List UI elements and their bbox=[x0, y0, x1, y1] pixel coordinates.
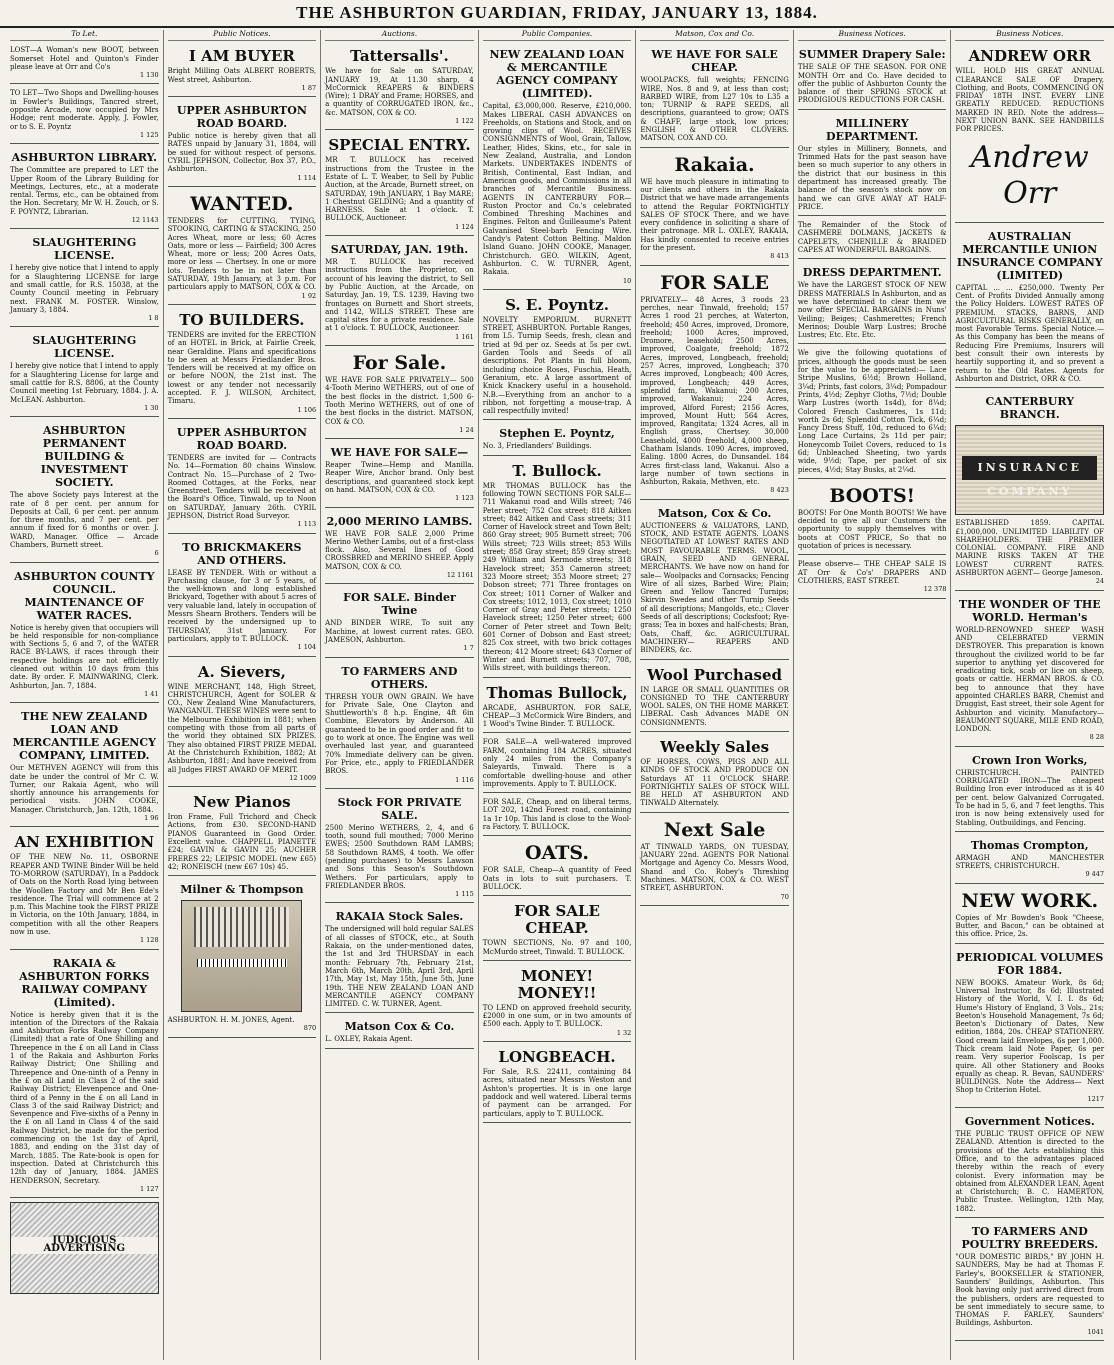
ad-reference-number: 1 125 bbox=[139, 130, 159, 139]
advertisement bbox=[955, 1111, 1104, 1218]
ad-title: SPECIAL ENTRY. bbox=[328, 136, 471, 155]
advertisement bbox=[483, 459, 632, 678]
ad-body: CHRISTCHURCH. PAINTED CORRUGATED IRON—The cheapest Building Iron ever introduced as it is 40 per cent. below Galvanized Corrugated. To be had in 5, 6, and 7 feet lengths. This iron is now being extensively used for Stabling, Outbuildings, and Fencing. bbox=[955, 768, 1105, 827]
ad-title: TO BRICKMAKERS AND OTHERS. bbox=[182, 540, 302, 567]
advertisement bbox=[483, 423, 632, 455]
ad-reference-number: 70 bbox=[780, 892, 789, 901]
column-4 bbox=[479, 30, 637, 1360]
advertisement bbox=[955, 44, 1104, 222]
advertisement bbox=[325, 906, 474, 1013]
ad-body: MR T. BULLOCK has received instructions from the Proprietor, on account of his leaving the district, to Sell by Public Auction, at the Arcade, on Saturday, Jan. 19, T.S. 1239, Having two frontages on Burnett and Short streets, and 1142, WILLS STREET. These are capital sites for a private residence. Sale at 1 o'clock. T. BULLOCK, Auctioneer. bbox=[325, 258, 474, 333]
ad-reference-number: 1041 bbox=[1087, 1327, 1105, 1336]
advertisement bbox=[325, 442, 474, 507]
ad-body: FOR SALE—A well-watered improved FARM, containing 184 ACRES, situated only 24 miles from the Company's Saleyards, Tinwald. There is a comfortable dwelling-house and other improvements. Apply to T. BULLOCK. bbox=[482, 738, 632, 788]
advertisement bbox=[325, 133, 474, 236]
ad-title: New Pianos bbox=[193, 793, 291, 812]
ad-title: FOR SALE CHEAP. bbox=[514, 902, 600, 938]
ad-body: ARCADE, ASHBURTON. FOR SALE, CHEAP—3 McCormick Wire Binders, and 1 Wood's Twine Binder. T. BULLOCK. bbox=[482, 703, 632, 729]
ad-body: 2500 Merino WETHERS, 2, 4, and 6 tooth, sound full mouthed; 7000 Merino EWES; 2500 Southdown RAM LAMBS; 58 Southdown RAMS, 4 tooth. We offer (pending purchases) to Messrs Lawson and Sons this Season's Southdown Wethers. For particulars, apply to FRIEDLANDER BROS. bbox=[325, 823, 474, 890]
advertisement bbox=[325, 1016, 474, 1048]
ad-title: THE NEW ZEALAND LOAN AND MERCANTILE AGENCY COMPANY, LIMITED. bbox=[12, 710, 156, 763]
ad-reference-number: 12 1161 bbox=[446, 571, 474, 580]
ad-title: Rakaia. bbox=[674, 153, 755, 176]
ad-title: SATURDAY, JAN. 19th. bbox=[330, 243, 469, 257]
ad-body: LOST—A Woman's new BOOT, between Somerset Hotel and Quinton's Finder please leave at Orr and Co's bbox=[10, 46, 159, 71]
ad-body: L. OXLEY, Rakaia Agent. bbox=[325, 1035, 413, 1044]
ad-title: MONEY! MONEY!! bbox=[517, 966, 597, 1002]
ad-body: OF HORSES, COWS, PIGS AND ALL KINDS OF STOCK AND PRODUCE ON Saturdays AT 11 O'CLOCK SHARP. FORTNIGHTLY SALES OF STOCK WILL BE HELD AT ASHBURTON AND TINWALD Alternately. bbox=[640, 758, 789, 808]
advertisement bbox=[955, 887, 1104, 944]
ad-body: Copies of Mr Bowden's Book "Cheese, Butter, and Bacon," can be obtained at this office. Price, 2s. bbox=[955, 913, 1105, 939]
advertisement bbox=[483, 1045, 632, 1123]
ad-title: SLAUGHTERING LICENSE. bbox=[32, 236, 137, 263]
advertisement bbox=[483, 964, 632, 1042]
ad-title: ASHBURTON COUNTY COUNCIL. MAINTENANCE OF WATER RACES. bbox=[14, 569, 155, 622]
ad-body: Our styles in Millinery, Bonnets, and Trimmed Hats for the past season have been so much superior to any others in the district that our business in this department has increased greatly. The balance of the season's stock now on hand we can GIVE AWAY AT HALF-PRICE. bbox=[797, 144, 947, 211]
ad-body: Notice is hereby given that occupiers will be held responsible for non-compliance with Sections 5, 6 and 7, of the WATER RACE BY-LAWS, if races through their respective holdings are not efficiently cleaned out within 10 days from this date. By order. F. MAINWARING, Clerk. Ashburton, Jan. 7, 1884. bbox=[10, 623, 159, 690]
signature-illustration: Andrew Orr bbox=[970, 139, 1089, 211]
ad-body: PRIVATELY— 48 Acres, 3 roods 23 perches, near Tinwald, freehold; 157 Acres 1 rood 21 perches, at Waterton, freehold; 450 Acres, improved, Dromore, freehold; 1000 Acres, improved, Dromore, leasehold; 2500 Acres, improved, Coalgate, freehold; 1872 Acres, improved, Longbeach, freehold; 257 Acres, improved, Longbeach; 370 Acres improved, Longbeach; 400 Acres, improved, Longbeach; 449 Acres, splendid farm, Wakanui; 200 Acres, improved, Wakanui; 224 Acres, improved, Alford Forest; 2156 Acres, improved, Mount Hutt; 564 Acres, improved, Rangitata; 1324 Acres, all in English grass, Chertsey. 30,000 Leasehold, 4000 freehold, 4,000 sheep, Chatham Islands. 1090 Acres, improved, Ealing. 1800 Acres, do Dunsandel. 184 Acres first-class land, Wakanui. Also a large number of town sections in Ashburton, Rakaia, Methven, etc. bbox=[640, 295, 789, 487]
ad-title: TO BUILDERS. bbox=[179, 310, 305, 329]
ad-body: FOR SALE, Cheap, and on liberal terms, LOT 202, 142nd Forest road, containing 1a 1r 10p. This land is close to the Wool-ra Factory. T. BULLOCK. bbox=[482, 798, 632, 832]
advertisement bbox=[483, 293, 632, 421]
ad-title: RAKAIA & ASHBURTON FORKS RAILWAY COMPANY (Limited). bbox=[19, 956, 150, 1009]
advertisement bbox=[168, 537, 317, 657]
ad-title: ASHBURTON PERMANENT BUILDING & INVESTMENT SOCIETY. bbox=[40, 424, 128, 490]
advertisement bbox=[640, 735, 789, 813]
ad-body: AT TINWALD YARDS, ON TUESDAY, JANUARY 22nd. AGENTS FOR National Mortgage and Agency Co. Messrs Wood, Shand and Co. Robey's Threshing Machines. MATSON, COX & CO. WEST STREET, ASHBURTON. bbox=[640, 842, 789, 893]
advertisement bbox=[640, 816, 789, 906]
ad-body: The above Society pays Interest at the rate of 8 per cent. per annum for Deposits at Call, 6 per cent. per annum for three months, and 7 per cent. per annum if fixed for 6 months or over. J. WARD, Manager. Office — Arcade Chambers, Burnett street. bbox=[10, 491, 159, 549]
ad-title: Stephen E. Poyntz, bbox=[499, 427, 615, 441]
ad-body: TO LEND on approved freehold security, £2000 in one sum, or in two amounts of £500 each. Apply to T. BULLOCK. bbox=[482, 1003, 632, 1029]
advertisement bbox=[10, 953, 159, 1199]
ad-title: WE HAVE FOR SALE— bbox=[330, 446, 469, 460]
advertisement bbox=[798, 482, 947, 555]
ad-body: TENDERS are invited for — Contracts No. 14—Formation 80 chains Winslow. Contract No. 15—Purchase of 2 Two-Roomed Cottages, at the Forks, near Greenstreet. Tenders will be received at the Board's Office, Tinwald, up to Noon on SATURDAY, January 26th. CYRIL JEPHSON, District Road Surveyor. bbox=[167, 453, 317, 520]
ad-reference-number: 1 113 bbox=[297, 520, 317, 529]
organ-keys bbox=[197, 959, 287, 967]
ad-reference-number: 870 bbox=[303, 1024, 317, 1033]
ad-body: WE HAVE FOR SALE 2,000 Prime Merino Wether Lambs, out of a first-class flock. Also, Several lines of Good CROSSBRED and MERINO SHEEP. Apply MATSON, COX & CO. bbox=[325, 529, 474, 571]
column-heading: Matson, Cox and Co. bbox=[640, 30, 789, 41]
ad-title: ANDREW ORR bbox=[968, 47, 1091, 66]
ad-body: AND BINDER WIRE, To suit any Machine, at lowest current rates. GEO. JAMESON, Ashburton. bbox=[325, 619, 474, 644]
column-heading: Business Notices. bbox=[798, 30, 947, 41]
ad-title: WANTED. bbox=[190, 192, 294, 215]
ad-body: We have for Sale on SATURDAY, JANUARY 19, At 11.30 sharp, 4 McCormick REAPERS & BINDERS (Wire); 1 DRAY and Frame; HORSES, and a quantity of CORRUGATED IRON, &c., &c. MATSON, COX & CO. bbox=[325, 67, 474, 117]
ad-body: BOOTS! For One Month BOOTS! We have decided to give all our Customers the opportunity to supply themselves with boots at COST PRICE, So that no quotation of prices is necessary. bbox=[797, 508, 947, 551]
ad-title: AUSTRALIAN MERCANTILE UNION INSURANCE COMPANY (LIMITED) bbox=[956, 229, 1103, 282]
ad-reference-number: 12 1009 bbox=[289, 773, 317, 782]
insurance-engraving bbox=[955, 425, 1104, 515]
ad-title: Next Sale bbox=[663, 818, 766, 841]
ad-body: NEW BOOKS. Amateur Work, 8s 6d; Universal Instructor, 8s 6d; Illustrated History of the World, V. I. I. 8s 6d; Hume's History of England, 3 Vols., 21s; Beeton's Household Management, 7s 6d; Beeton's Dictionary of Dates, New edition, 1884, 20s. CHEAP STATIONERY. Good cream laid Envelopes, 6s per 1,000. Thick cream laid Note Paper, 6s per ream. Very superior Foolscap, 1s per quire. All other Stationery and Books equally as cheap. R. Bevan, SAUNDERS' BUILDINGS. Note the Address— Next Shop to Criterion Hotel. bbox=[955, 978, 1105, 1095]
ad-body: TENDERS are invited for the ERECTION of an HOTEL in Brick, at Fairlie Creek, near Geraldine. Plans and specifications to be seen at Messrs Friedlander Bros. Tenders will be received at my office on or before NOON, the 21st inst. The lowest or any tender not necessarily accepted. F. J. WILSON, Architect, Timaru. bbox=[167, 330, 317, 406]
ad-body: TENDERS for CUTTING, TYING, STOOKING, CARTING & STACKING, 250 Acres Wheat, more or less; 60 Acres Oats, more or less — Fairfield; 300 Acres Wheat, more or less; 200 Acres Oats, more or less — Chertsey. In one or more lots. Tenders to be in not later than SATURDAY, 19th January, at 3 p.m. For particulars apply to MATSON, COX & CO. bbox=[167, 216, 317, 292]
ad-title: PERIODICAL VOLUMES FOR 1884. bbox=[956, 950, 1104, 977]
ad-body: We give the following quotations of prices, although the goods must be seen for the value to be appreciated:— Lace Stripe Muslins, 6½d; Brown Holland, 3¼d; Prints, fast colors, 3¼d; Pompadour Prints, 4½d; Zephyr Cloths, 7½d; Double Warp Lustres (worth 1s4d), for 8¼d; Colored French Cashmeres, 1s 11d; worth 2s 6d; Splendid Cotton Tick, 6¼d; Fancy Dress Stuff, 10d, reduced to 6¼d; Long Lace Curtains, 2s 11d per pair; Honeycomb Toilet Covers, reduced to 1s 6d; Unbleached Sheeting, two yards wide, 9½d; Tape, per packet of six pieces, 4½d; Stay Busks, at 2¼d. bbox=[797, 349, 947, 474]
advertisement bbox=[325, 792, 474, 904]
ad-reference-number: 1 122 bbox=[455, 117, 474, 126]
ad-body: Iron Frame, Full Trichord and Check Actions, from £30. SECOND-HAND PIANOS Guaranteed in Good Order. Excellent value. CHAPPELL PIANETTE £24; GAVIN & GAVIN 25; AUCHER FRERES 22; LEIPSIC MODEL (new £65) 42; RONEISCH (new £67 10s) 45. bbox=[167, 813, 317, 871]
ad-body: We have the LARGEST STOCK OF NEW DRESS MATERIALS In Ashburton, and as we have determined to clear them we now offer SPECIAL BARGAINS in Nuns' Veiling; Beiges; Cashmerettes; French Merinos; Double Warp Lustres; Broché Lustres; Etc. Etc. Etc. bbox=[797, 281, 947, 340]
column-heading: Public Notices. bbox=[168, 30, 317, 41]
ad-body: WOOLPACKS, full weights; FENCING WIRE, Nos. 8 and 9, at less than cost; BARBED WIRE, from L27 10s to L35 a ton; TURNIP & RAPE SEEDS, all descriptions, guaranteed to grow; OATS & CHAFF, large stock, low prices; ENGLISH & OTHER CLOVERS. MATSON, COX AND CO. bbox=[640, 76, 789, 143]
advertisement bbox=[10, 706, 159, 827]
ad-reference-number: 1 130 bbox=[139, 71, 159, 80]
advertisement bbox=[168, 100, 317, 187]
advertisement bbox=[955, 750, 1104, 832]
ad-reference-number: 6 bbox=[154, 549, 159, 558]
advertisement bbox=[798, 262, 947, 344]
advertisement bbox=[955, 1221, 1104, 1341]
ad-title: TO FARMERS AND POULTRY BREEDERS. bbox=[961, 1225, 1099, 1252]
organ-pipes bbox=[194, 907, 289, 947]
ad-body: AUCTIONEERS & VALUATORS, LAND, STOCK, AND ESTATE AGENTS. LOANS NEGOTIATED AT LOWEST RATES AND MOST FAVOURABLE TERMS. WOOL, GRAIN, SEED AND GENERAL MERCHANTS. We have now on hand for sale— Woolpacks and Cornsacks; Fencing Wire of all sizes, Barbed Wire; Plain; Green and Yellow Tancred Turnips; Skirvin Swedes and other Turnip Seeds of all descriptions; Mangolds, etc.; Clover Seeds of all descriptions; Cocksfoot; Rye-grass; Tea in boxes and half-chests; Bran, Oats, Chaff, &c. AGRICULTURAL MACHINERY— REAPERS AND BINDERS, &c. bbox=[640, 521, 789, 655]
advertisement bbox=[10, 87, 159, 144]
column-3 bbox=[321, 30, 479, 1360]
ad-title: OATS. bbox=[524, 842, 590, 865]
ad-body: MR T. BULLOCK has received instructions from the Trustee in the Estate of L. T. Weaber, to Sell by Public Auction, at the Arcade, Burnett street, on SATURDAY, 19th JANUARY, 1 Bay MARE; 1 Chestnut GELDING; And a quantity of HARNESS. Sale at 1 o'clock. T. BULLOCK, Auctioneer. bbox=[325, 156, 474, 223]
ad-body: IN LARGE OR SMALL QUANTITIES OR CONSIGNED TO THE CANTERBURY WOOL SALES, ON THE HOME MARKET. LIBERAL Cash Advances MADE ON CONSIGNMENTS. bbox=[640, 685, 789, 727]
advertisement bbox=[325, 661, 474, 789]
advertisement bbox=[168, 190, 317, 305]
ad-reference-number: 1 128 bbox=[139, 936, 159, 945]
advertisement bbox=[168, 660, 317, 788]
ad-title: Crown Iron Works, bbox=[971, 753, 1088, 767]
advertisement bbox=[640, 44, 789, 147]
ad-body: The Committee are prepared to LET the Upper Room of the Library Building for Meetings, Lectures, etc., at a moderate rental. Terms, etc., can be obtained from the Hon. Secretary, Mr W. H. Zouch, or S. F. POYNTZ, Librarian. bbox=[10, 166, 159, 216]
ad-reference-number: 1 32 bbox=[616, 1028, 632, 1037]
ad-reference-number: 8 413 bbox=[770, 252, 789, 261]
advertisement bbox=[955, 594, 1104, 747]
advertisement bbox=[168, 308, 317, 419]
ad-title: TO FARMERS AND OTHERS. bbox=[341, 664, 458, 691]
ad-reference-number: 1 114 bbox=[297, 173, 317, 182]
ad-title: Thomas Crompton, bbox=[970, 838, 1089, 852]
column-heading: Public Companies. bbox=[483, 30, 632, 41]
ad-body: WILL HOLD HIS GREAT ANNUAL CLEARANCE SALE OF Drapery, Clothing, and Boots, COMMENCING ON FRIDAY 18TH INST. EVERY LINE GREATLY REDUCED. REDUCTIONS MARKED IN RED. Note the address— NEXT UNION BANK. SEE HANDBILLS FOR PRICES. bbox=[955, 67, 1105, 134]
ad-title: UPPER ASHBURTON ROAD BOARD. bbox=[176, 425, 307, 452]
column-2 bbox=[164, 30, 322, 1360]
ad-body: CAPITAL ... ... £250,000. Twenty Per Cent. of Profits Divided Annually among the Policy Holders. LOWEST RATES OF PREMIUM. STACKS, BARNS, AND AGRICULTURAL RISKS GENERALLY, on most Favorable Terms. Special Notice.—As this Company has been the means of Reducing Fire Premiums, Insurers will best consult their own interests by heartily supporting it, and so prevent a return to the Old Rates. Agents for Ashburton and District, ORR & CO. bbox=[955, 283, 1105, 383]
ad-reference-number: 1 8 bbox=[148, 314, 159, 323]
ad-reference-number: 10 bbox=[623, 276, 632, 285]
ad-body: OF THE NEW No. 11, OSBORNE REAPER AND TWINE Binder Will be held TO-MORROW (SATURDAY), In a Paddock of Oats on the North Road lying between the Woollen Factory and Mr Ben Ede's residence. The Trial will commence at 2 p.m. This Machine took the FIRST PRIZE in Victoria, on the 10th January, 1884, in competition with all the other Reapers now in use. bbox=[10, 853, 159, 936]
ad-title: THE WONDER OF THE WORLD. Herman's bbox=[958, 597, 1101, 624]
ad-body: FOR SALE, Cheap—A quantity of Feed Oats in lots to suit purchasers. T. BULLOCK. bbox=[482, 866, 632, 891]
ad-title: MILLINERY DEPARTMENT. bbox=[826, 116, 919, 143]
ad-title: A. Sievers, bbox=[197, 662, 286, 681]
advertisement bbox=[640, 151, 789, 266]
ad-title: 2,000 MERINO LAMBS. bbox=[326, 514, 473, 528]
ad-body: Public notice is hereby given that all RATES unpaid by January 31, 1884, will be sued for without respect of persons. CYRIL JEPHSON, Collector, Box 37, P.O., Ashburton. bbox=[167, 132, 317, 174]
ad-title: Stock FOR PRIVATE SALE. bbox=[337, 795, 462, 822]
ad-title: CANTERBURY BRANCH. bbox=[985, 395, 1075, 422]
ad-reference-number: 1 161 bbox=[455, 332, 474, 341]
advertisement bbox=[10, 330, 159, 417]
ad-title: RAKAIA Stock Sales. bbox=[335, 910, 464, 924]
ad-body: The undersigned will hold regular SALES of all classes of STOCK, etc., at South Rakaia, on the under-mentioned dates, the 1st and 3rd THURSDAY in each month: February 7th, February 21st, March 6th, March 20th, April 3rd, April 17th, May 1st, May 15th, June 5th, June 19th. THE NEW ZEALAND LOAN AND MERCANTILE AGENCY COMPANY LIMITED. C. W. TURNER, Agent. bbox=[325, 925, 474, 1009]
ad-title: FOR SALE. Binder Twine bbox=[343, 591, 456, 618]
advertisement bbox=[640, 503, 789, 660]
advertisement bbox=[483, 736, 632, 793]
advertisement bbox=[10, 566, 159, 704]
ad-body: THE PUBLIC TRUST OFFICE OF NEW ZEALAND. Attention is directed to the provisions of the Acts establishing this Office, and to the advantages placed thereby within the reach of every colonist. Every information may be obtained from ALEXANDER LEAN, Agent at Christchurch; B. C. HAMERTON, Public Trustee. Wellington, 12th May, 1882. bbox=[955, 1130, 1105, 1213]
advertising-illustration-label: JUDICIOUS ADVERTISING bbox=[11, 1237, 158, 1254]
ad-title: Matson, Cox & Co. bbox=[657, 506, 772, 520]
ad-reference-number: 1 96 bbox=[144, 814, 159, 823]
ad-body: Reaper Twine—Hemp and Manilla. Reaper Wire, Anchor brand. Only best descriptions, and guaranteed stock kept on hand. MATSON, COX & CO. bbox=[325, 461, 474, 494]
ad-reference-number: 1 87 bbox=[301, 83, 317, 92]
ad-reference-number: 1217 bbox=[1087, 1094, 1105, 1103]
advertisement bbox=[798, 44, 947, 109]
advertisement bbox=[10, 232, 159, 327]
ad-body: LEASE BY TENDER. With or without a Purchasing clause, for 3 or 5 years, of the well-known and long established Brickyard, Together with about 5 acres of very valuable land, lately in occupation of Messrs Shearn Brothers. Tenders will be received by the undersigned up to THURSDAY, 31st January. For particulars, apply to T. BULLOCK. bbox=[167, 568, 317, 643]
organ-illustration bbox=[181, 900, 302, 1012]
ad-body: I hereby give notice that I intend to apply for a Slaughtering License for large and small cattle for R.S. 8806, at the County Council meeting 1st February, 1884. J. A. McLEAN. Ashburton. bbox=[10, 362, 159, 404]
advertisement bbox=[10, 44, 159, 84]
advertisement bbox=[168, 879, 317, 1038]
ad-title: BOOTS! bbox=[829, 484, 916, 507]
advertisement bbox=[325, 239, 474, 346]
ad-title: NEW ZEALAND LOAN & MERCANTILE AGENCY COMPANY (LIMITED). bbox=[489, 48, 625, 101]
ad-reference-number: 1 7 bbox=[463, 644, 474, 653]
ad-reference-number: 1 24 bbox=[459, 425, 474, 434]
ad-body: ASHBURTON. H. M. JONES, Agent. bbox=[167, 1016, 295, 1025]
advertisement bbox=[483, 839, 632, 896]
ad-title: DRESS DEPARTMENT. bbox=[802, 266, 942, 280]
ad-body: Capital, £3,000,000. Reserve, £210,000. Makes LIBERAL CASH ADVANCES on Freeholds, on Stations and Stock, and on growing clips of Wool. RECEIVES CONSIGNMENTS of Wool, Grain, Tallow, Leather, Hides, Skins, etc., for sale in New Zealand, Australia, and London Markets. UNDERTAKES INDENTS of British, Continental, East Indian, and American goods, and Commissions in all branches of Mercantile Business. AGENTS IN CANTERBURY FOR— Ruston Proctor and Co.'s celebrated Combined Threshing Machines and Engines. Felton and Guilleaume's Patent Galvanised Steel-barb Fencing Wire. Candy's Patent Cotton Belting. Maldon Island Guano. JOHN COOKE, Manager, Christchurch. GEO. WILKIN, Agent, Ashburton. C. W. TURNER, Agent, Rakaia. bbox=[482, 102, 632, 277]
column-heading: Business Notices. bbox=[955, 30, 1104, 41]
ad-body: WINE MERCHANT, 148, High Street, CHRISTCHURCH, Agent for SOLER & CO., New Zealand Wine Manufacturers, WANGANUI. THESE WINES were sent to the Melbourne Exhibition in 1881; when competing with those from all parts of the world they obtained SIX PRIZES. They also obtained FIRST PRIZE MEDAL At the Christchurch Exhibition, 1882; At Ashburton, 1881; And have received from all Judges FIRST AWARD OF MERIT. bbox=[167, 682, 317, 774]
advertisement bbox=[955, 226, 1104, 389]
newspaper-columns bbox=[6, 30, 1108, 1360]
ad-body: I hereby give notice that I intend to apply for a Slaughtering LICENSE for large and small cattle, for R.S. 15038, at the County Council meeting in February next. FRANK M. FOSTER. Winslow, January 3, 1884. bbox=[10, 264, 159, 314]
ad-body: "OUR DOMESTIC BIRDS," BY JOHN H. SAUNDERS, May be had at Thomas F. Farley's, BOOKSELLER & STATIONER, Saunders' Buildings, Ashburton. This Book having only just arrived direct from the publishers, orders are requested to be sent immediately to secure same, to THOMAS F. FARLEY, Saunders' Buildings, Ashburton. bbox=[955, 1253, 1105, 1328]
ad-title: SUMMER Drapery Sale: bbox=[798, 48, 946, 62]
ad-reference-number: 8 28 bbox=[1089, 733, 1105, 742]
insurance-banner: INSURANCE COMPANY bbox=[962, 456, 1097, 480]
advertisement bbox=[325, 587, 474, 657]
ad-title: AN EXHIBITION bbox=[14, 833, 155, 852]
advertisement bbox=[955, 391, 1104, 590]
ad-body: ESTABLISHED 1859. CAPITAL £1,000,000. UNLIMITED LIABILITY OF SHAREHOLDERS. THE PREMIER COLONIAL COMPANY. FIRE AND MARINE RISKS TAKEN AT THE LOWEST CURRENT RATES. ASHBURTON AGENT— George Jameson. bbox=[955, 519, 1105, 578]
column-heading: Auctions. bbox=[325, 30, 474, 41]
ad-reference-number: 8 423 bbox=[770, 486, 789, 495]
advertisement bbox=[640, 663, 789, 732]
ad-reference-number: 1 30 bbox=[144, 403, 159, 412]
advertisement bbox=[325, 511, 474, 585]
ad-body: WE HAVE FOR SALE PRIVATELY— 500 4-Tooth Merino WETHERS, out of one of the best flocks in the district. 1,500 6-Tooth Merino WETHERS, out of one of the best flocks in the district. MATSON, COX & CO. bbox=[325, 376, 474, 426]
ad-reference-number: 1 41 bbox=[144, 689, 159, 698]
advertisement bbox=[483, 899, 632, 961]
ad-body: WE have much pleasure in intimating to our clients and others in the Rakaia District that we have made arrangements to attend the Regular FORTNIGHTLY SALES OF STOCK There, and we have every confidence in soliciting a share of their patronage. MR L. OXLEY, RAKAIA, Has kindly consented to receive entries for the present. bbox=[640, 177, 789, 253]
ad-title: Tattersalls'. bbox=[350, 47, 449, 66]
ad-title: T. Bullock. bbox=[512, 461, 602, 480]
masthead bbox=[0, 0, 1114, 28]
ad-body: No. 3, Friedlanders' Buildings. bbox=[482, 442, 592, 451]
ad-body: The Remainder of the Stock of CASHMERE DOLMANS, JACKETS & CAPELETS, CHENILLE & BRAIDED CAPES AT WONDERFUL BARGAINS. bbox=[797, 221, 947, 255]
ad-body: TOWN SECTIONS, No. 97 and 100, McMurdo street, Tinwald. T. BULLOCK. bbox=[482, 939, 632, 956]
ad-body: THE SALE OF THE SEASON. FOR ONE MONTH Orr and Co. Have decided to offer the public of Ashburton County the balance of their SPRING STOCK at PRODIGIOUS REDUCTIONS FOR CASH. bbox=[797, 63, 947, 105]
ad-reference-number: 12 378 bbox=[923, 585, 947, 594]
ad-body: MR THOMAS BULLOCK has the following TOWN SECTIONS FOR SALE— 711 Wakanui road and Wills street; 746 Peter street; 752 Cox street; 818 Aitken street; 842 Aitken and Cass streets; 311 Corner of Havelock street and Town Belt; 860 Gray street; 905 Burnett street; 706 Wills street; 723 Wills street; 853 Wills street; 858 Gray street; 859 Gray street; 249 William and Kermode streets; 318 Havelock street; 353 Cameron street; 323 Moore street; 353 Moore street; 27 Dobson street; 771 Three frontages on Cox street; 1011 Corner of Walker and Cox streets; 1012, 1013, Cox street; 1010 Corner of Gray and Peter streets; 1250 Havelock street; 1250 Peter street; 600 Corner of Peter street and Town Belt; 601 Corner of Dobson and East street; 825 Cox street, with two brick cottages thereon; 412 Moore street; 643 Corner of Winter and Burnett streets; 707, 708, Wills street, with buildings thereon. bbox=[482, 481, 632, 673]
ad-reference-number: 1 123 bbox=[455, 494, 474, 503]
ad-title: WE HAVE FOR SALE CHEAP. bbox=[651, 48, 778, 75]
advertisement bbox=[640, 269, 789, 500]
ad-title: UPPER ASHBURTON ROAD BOARD. bbox=[176, 104, 307, 131]
advertisement bbox=[325, 349, 474, 439]
column-1 bbox=[6, 30, 164, 1360]
ad-reference-number: 9 447 bbox=[1085, 870, 1105, 879]
advertisement bbox=[325, 44, 474, 130]
ad-title: SLAUGHTERING LICENSE. bbox=[32, 334, 137, 361]
ad-body: Bright Milling Oats ALBERT ROBERTS, West street, Ashburton. bbox=[167, 67, 317, 84]
ad-body: THRESH YOUR OWN GRAIN. We have for Private Sale, One Clayton and Shuttleworth's 8 h.p. Engine, 4ft 6in Combine, Elevators by Anderson. All guaranteed to be in good order and fit to go to work at once. The Engine was well overhauled last year, and guaranteed 70% Immediate delivery can be given. For Price, etc., apply to FRIEDLANDER BROS. bbox=[325, 692, 474, 776]
advertisement bbox=[483, 44, 632, 290]
column-heading: To Let. bbox=[10, 30, 159, 41]
advertisement bbox=[955, 835, 1104, 884]
ad-reference-number: 1 104 bbox=[297, 643, 317, 652]
ad-title: Government Notices. bbox=[964, 1115, 1095, 1129]
advertisement bbox=[483, 681, 632, 734]
advertisement bbox=[798, 113, 947, 216]
advertisement bbox=[10, 147, 159, 229]
advertisement bbox=[955, 947, 1104, 1108]
advertisement bbox=[168, 790, 317, 876]
ad-title: Wool Purchased bbox=[647, 665, 783, 684]
ad-reference-number: 1 124 bbox=[455, 222, 474, 231]
ad-title: ASHBURTON LIBRARY. bbox=[11, 151, 157, 165]
ad-reference-number: 12 1143 bbox=[131, 216, 159, 225]
ad-reference-number: 1 92 bbox=[301, 291, 317, 300]
ad-title: For Sale. bbox=[352, 352, 447, 375]
ad-body: Our METHVEN AGENCY will from this date be under the control of Mr C. W. Turner, our Rakaia Agent, who will shortly announce his arrangements for periodical visits. JOHN COOKE, Manager. Christchurch, Jan. 12th, 1884. bbox=[10, 764, 159, 814]
ad-reference-number: 1 106 bbox=[297, 405, 317, 414]
ad-body: NOVELTY EMPORIUM. BURNETT STREET, ASHBURTON. Portable Ranges, from L5. Turnip Seeds, fresh, clean and tried at 9d per oz. Seeds at 5s per cwt. Garden Tools and Seeds of all descriptions. Pot Plants in full bloom, including choice Roses, Fuschia, Heath, Geranium, etc. A large assortment of Knick Knackery useful in a household. N.B.—Everything from an anchor to a ribbon, not forgetting a mouse-trap. A call respectfully invited! bbox=[482, 315, 632, 416]
ad-body: WORLD-RENOWNED SHEEP WASH AND CELEBRATED VERMIN DESTROYER. This preparation is known throughout the civilized world to be far superior to anything yet discovered for eradicating tick, scab or lice on sheep, goats or cattle. HERMAN BROS. & CO. beg to announce that they have appointed CHARLES BARR, Chemist and Druggist, East street, their sole Agent for Ashburton and vicinity. Manufactory—BEAUMONT SQUARE, MILE END ROAD, LONDON. bbox=[955, 625, 1105, 734]
advertisement bbox=[798, 219, 947, 259]
ad-reference-number: 1 116 bbox=[455, 775, 474, 784]
advertisement bbox=[168, 422, 317, 534]
advertising-illustration bbox=[10, 1202, 159, 1294]
advertisement bbox=[483, 796, 632, 836]
ad-title: LONGBEACH. bbox=[498, 1048, 616, 1067]
ad-body: TO LET—Two Shops and Dwelling-houses in Fowler's Buildings, Tancred street, opposite Arcade, now occupied by Mrs Hodge; rent moderate. Apply, J. Fowler, or to S. E. Poyntz bbox=[10, 89, 159, 131]
advertisement bbox=[10, 420, 159, 562]
ad-body: For Sale, R.S. 22411, containing 84 acres, situated near Messrs Weston and Ashton's properties. It is in one large paddock and well watered. Liberal terms of payment can be arranged. For particulars, apply to T. BULLOCK. bbox=[482, 1068, 632, 1118]
advertisement bbox=[798, 558, 947, 598]
advertisement bbox=[798, 347, 947, 478]
ad-reference-number: 1 127 bbox=[139, 1184, 159, 1193]
column-5 bbox=[636, 30, 794, 1360]
ad-body: Notice is hereby given that it is the intention of the Directors of the Rakaia and Ashburton Forks Railway Company (Limited) that a rate of One Shilling and Threepence in the £ on all Land in Class 1 of the Rakaia and Ashburton Forks Railway District; One Shilling and Threepence and One-ninth of a Penny in the £ on all Land in Class 2 of the said Railway District; Elevenpence and One-third of a Penny in the £ on all Land in Class 3 of the said Railway District; and Sevenpence and Five-sixths of a Penny in the £ on all Land in Class 4 of the said Railway District, be made for the period commencing on the 1st day of April, 1883, and ending on the 31st day of March, 1885. The Rate-book is open for inspection. Dated at Christchurch this 12th day of January, 1884. JAMES HENDERSON, Secretary. bbox=[10, 1010, 159, 1185]
advertisement bbox=[10, 830, 159, 949]
ad-title: FOR SALE bbox=[660, 271, 769, 294]
ad-body: ARMAGH AND MANCHESTER STREETS, CHRISTCHURCH. bbox=[955, 853, 1105, 871]
advertisement bbox=[168, 44, 317, 97]
ad-reference-number: 24 bbox=[1095, 577, 1105, 586]
ad-title: Weekly Sales bbox=[660, 738, 770, 756]
ad-title: Thomas Bullock, bbox=[486, 683, 628, 702]
column-7 bbox=[951, 30, 1108, 1360]
ad-title: Matson Cox & Co. bbox=[344, 1020, 455, 1034]
ad-title: NEW WORK. bbox=[961, 889, 1099, 912]
ad-body: Please observe— THE CHEAP SALE IS AT Orr & Co's' DRAPERS AND CLOTHIERS, EAST STREET. bbox=[797, 560, 947, 585]
masthead-title: THE ASHBURTON GUARDIAN, FRIDAY, JANUARY 13, 1884. bbox=[296, 3, 818, 22]
ad-reference-number: 1 115 bbox=[455, 890, 474, 899]
ad-title: I AM BUYER bbox=[188, 47, 295, 66]
column-6 bbox=[794, 30, 952, 1360]
ad-title: Milner & Thompson bbox=[180, 883, 304, 897]
ad-title: S. E. Poyntz. bbox=[505, 295, 609, 314]
